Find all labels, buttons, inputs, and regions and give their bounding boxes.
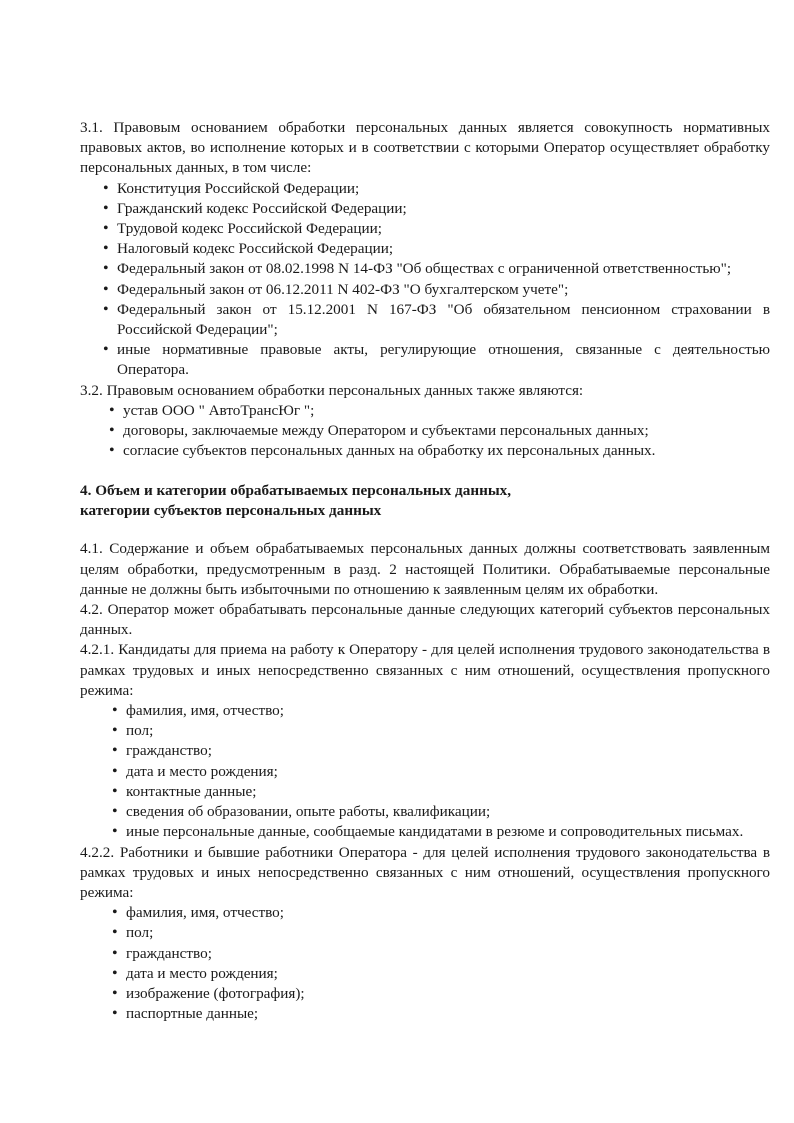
list-item: • фамилия, имя, отчество; [126, 701, 770, 721]
document-body [80, 118, 770, 1024]
list-item: • гражданство; [126, 944, 770, 964]
paragraph-3-2: 3.2. Правовым основанием обработки персональных данных также являются: [80, 381, 584, 399]
list-item: • фамилия, имя, отчество; [126, 903, 770, 923]
list-item: • дата и место рождения; [126, 964, 770, 984]
list-item: • Конституция Российской Федерации; [117, 179, 770, 199]
list-item: • устав ООО " АвтоТрансЮг "; [123, 401, 770, 421]
list-item: • дата и место рождения; [126, 762, 770, 782]
list-item: • сведения об образовании, опыте работы, квалификации; [126, 802, 770, 822]
list-item: • пол; [126, 923, 770, 943]
list-item: • Федеральный закон от 15.12.2001 N 167-ФЗ "Об обязательном пенсионном страховании в Российской Федерации"; [117, 300, 770, 340]
list-item: • согласие субъектов персональных данных на обработку их персональных данных. [123, 441, 770, 461]
list-item: • Федеральный закон от 06.12.2011 N 402-ФЗ "О бухгалтерском учете"; [117, 280, 770, 300]
list-item: • изображение (фотография); [126, 984, 770, 1004]
heading-line: 4. Объем и категории обрабатываемых персональных данных, [80, 482, 512, 500]
list-item: • Налоговый кодекс Российской Федерации; [117, 239, 770, 259]
list-item: • паспортные данные; [126, 1004, 770, 1024]
list-item: • пол; [126, 721, 770, 741]
list-item: • Федеральный закон от 08.02.1998 N 14-ФЗ "Об обществах с ограниченной ответственностью"; [117, 259, 770, 279]
heading-line: категории субъектов персональных данных [80, 502, 382, 520]
list-item: • иные нормативные правовые акты, регулирующие отношения, связанные с деятельностью Оператора. [117, 340, 770, 380]
list-item: • иные персональные данные, сообщаемые кандидатами в резюме и сопроводительных письмах. [126, 822, 770, 842]
paragraph-4-1: 4.1. Содержание и объем обрабатываемых персональных данных должны соответствовать заявленным целям обработки, предусмотренным в разд. 2 настоящей Политики. Обрабатываемые персональные данные не должны быть избыточными по отношению к заявленным целям их обработки. [80, 540, 770, 598]
section-4-heading [80, 481, 770, 521]
legal-bases-list [80, 401, 770, 462]
paragraph-4-2: 4.2. Оператор может обрабатывать персональные данные следующих категорий субъектов персональных данных. [80, 601, 770, 639]
employees-data-list [80, 903, 770, 1024]
candidates-data-list [80, 701, 770, 842]
paragraph-4-2-1: 4.2.1. Кандидаты для приема на работу к Оператору - для целей исполнения трудового законодательства в рамках трудовых и иных непосредственно связанных с ним отношений, осуществления пропускного режима: [80, 641, 770, 699]
list-item: • Гражданский кодекс Российской Федерации; [117, 199, 770, 219]
list-item: • контактные данные; [126, 782, 770, 802]
list-item: • Трудовой кодекс Российской Федерации; [117, 219, 770, 239]
list-item: • договоры, заключаемые между Оператором и субъектами персональных данных; [123, 421, 770, 441]
paragraph-3-1: 3.1. Правовым основанием обработки персональных данных является совокупность нормативных правовых актов, во исполнение которых и в соответствии с которыми Оператор осуществляет обработку персональных данных, в том числе: [80, 119, 770, 177]
legal-acts-list [80, 179, 770, 381]
list-item: • гражданство; [126, 741, 770, 761]
paragraph-4-2-2: 4.2.2. Работники и бывшие работники Оператора - для целей исполнения трудового законодательства в рамках трудовых и иных непосредственно связанных с ним отношений, осуществления пропускного режима: [80, 843, 770, 901]
